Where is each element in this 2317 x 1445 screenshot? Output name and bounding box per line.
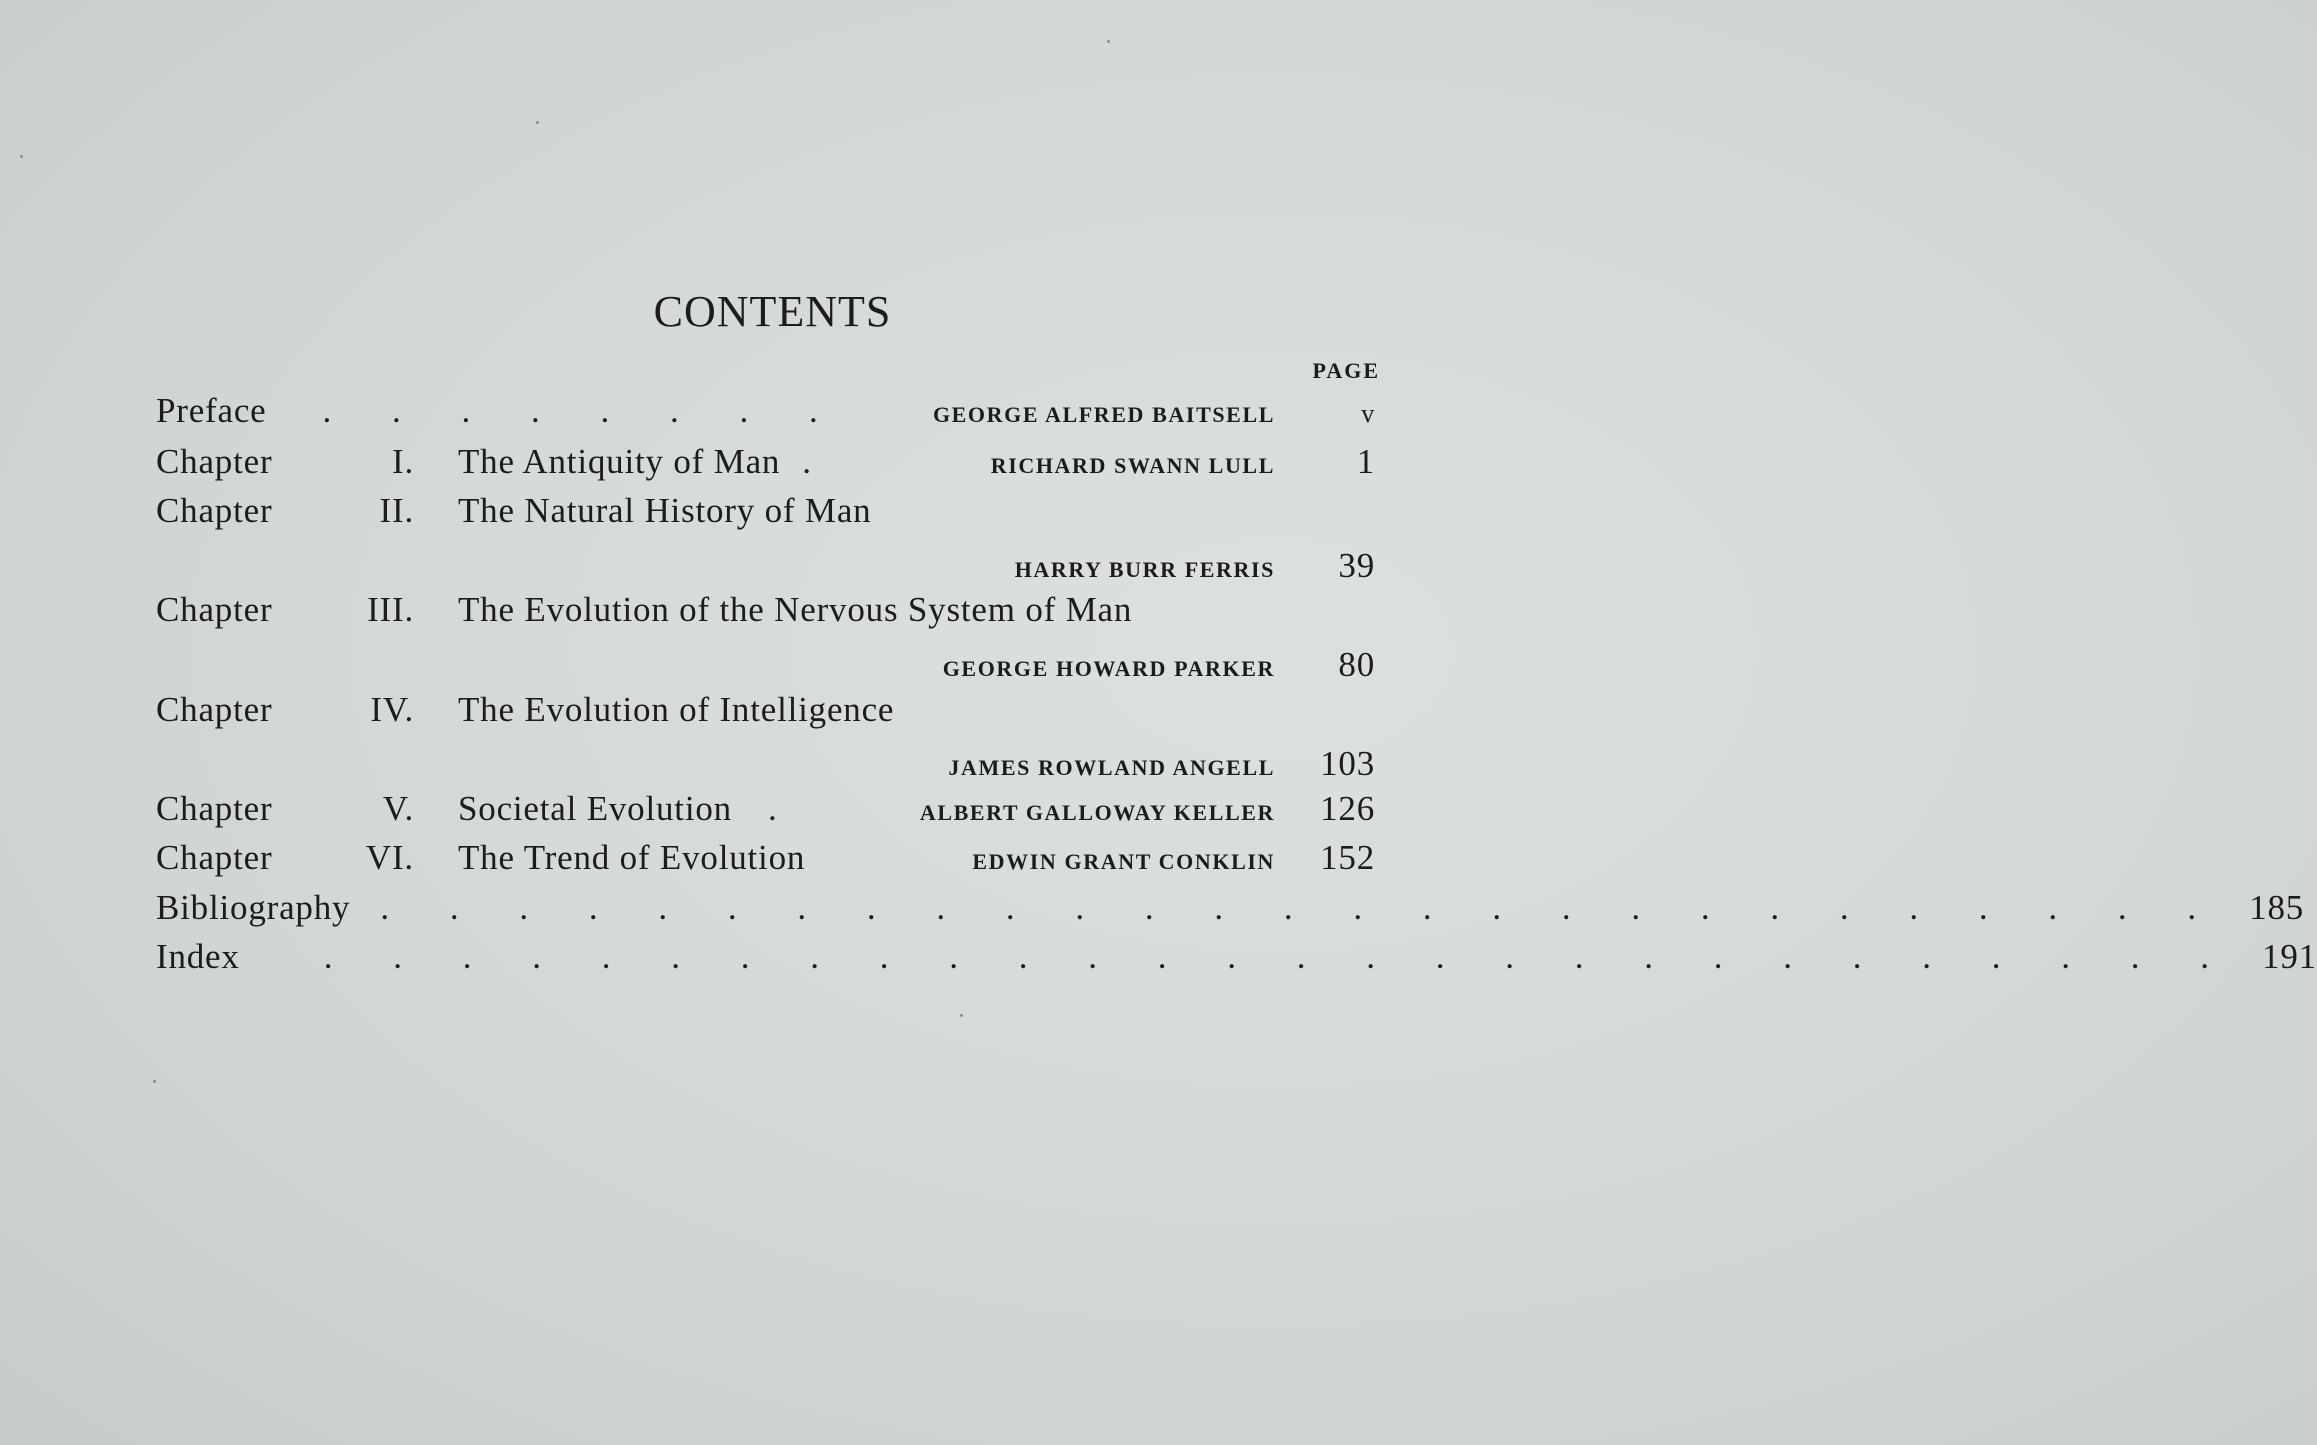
entry-label: Chapter (156, 590, 273, 629)
entry-label: Chapter (156, 491, 273, 530)
page-title: CONTENTS (653, 287, 892, 336)
entry-lead (156, 588, 418, 632)
entry-page-number: 185 (2249, 888, 2305, 927)
entry-author: EDWIN GRANT CONKLIN (972, 849, 1275, 874)
chapter-number: V. (382, 789, 414, 828)
entry-page-number: 126 (1320, 789, 1375, 828)
chapter-number: VI. (365, 838, 414, 877)
toc-entry-preface (156, 389, 1375, 433)
toc-entry-chapter-2 (156, 489, 1375, 533)
toc-entry-chapter-4-author-line (156, 742, 1375, 786)
entry-author: JAMES ROWLAND ANGELL (948, 755, 1275, 780)
entry-author: HARRY BURR FERRIS (1014, 557, 1275, 582)
entry-page-number: v (1361, 399, 1375, 428)
chapter-title: The Antiquity of Man (458, 442, 781, 481)
entry-lead (156, 836, 418, 880)
entry-page-number: 1 (1356, 442, 1375, 481)
chapter-number: III. (367, 590, 414, 629)
chapter-number: I. (391, 442, 414, 481)
entry-page-number: 191 (2262, 937, 2317, 976)
paper-speck (153, 1080, 156, 1083)
entry-label: Chapter (156, 690, 273, 729)
entry-author: GEORGE HOWARD PARKER (942, 656, 1275, 681)
chapter-number: II. (379, 491, 414, 530)
leader-dots: . (802, 442, 811, 481)
toc-entry-chapter-2-author-line (156, 544, 1375, 588)
paper-speck (536, 121, 539, 124)
entry-lead (156, 440, 418, 484)
entry-page-number: 152 (1320, 838, 1375, 877)
chapter-title: The Evolution of the Nervous System of Man (458, 590, 1133, 629)
entry-label: Chapter (156, 442, 273, 481)
toc-entry-chapter-6 (156, 836, 1375, 880)
entry-label: Chapter (156, 789, 273, 828)
paper-speck (1107, 40, 1110, 43)
toc-entry-index (156, 935, 2317, 979)
toc-entry-chapter-5 (156, 787, 1375, 831)
leader-dots: . (767, 789, 777, 828)
entry-author: RICHARD SWANN LULL (990, 453, 1275, 478)
entry-page-number: 80 (1338, 645, 1375, 684)
entry-lead (156, 489, 418, 533)
toc-entry-bibliography (156, 886, 2305, 930)
paper-speck (20, 155, 23, 158)
page-column-label: PAGE (1312, 358, 1380, 383)
paper-speck (960, 1014, 963, 1017)
leader-dots: . . . . . . . . . . . . . . . . . . . . . . . . . . . . (323, 937, 2235, 976)
leader-dots: . . . . . . . . (322, 391, 844, 430)
toc-entry-chapter-3-author-line (156, 643, 1375, 687)
entry-lead (156, 787, 418, 831)
entry-author: GEORGE ALFRED BAITSELL (932, 402, 1275, 427)
entry-page-number: 39 (1338, 546, 1375, 585)
entry-label: Index (156, 937, 240, 976)
leader-dots: . . . . . . . . . . . . . . . . . . . . . . . . . . . (380, 888, 2223, 927)
entry-label: Bibliography (156, 888, 351, 927)
chapter-title: Societal Evolution (458, 789, 732, 828)
toc-entry-chapter-1 (156, 440, 1375, 484)
chapter-title: The Natural History of Man (458, 491, 872, 530)
chapter-title: The Evolution of Intelligence (458, 690, 895, 729)
entry-page-number: 103 (1320, 744, 1375, 783)
toc-entry-chapter-3 (156, 588, 1375, 632)
entry-lead (156, 688, 418, 732)
toc-entry-chapter-4 (156, 688, 1375, 732)
chapter-number: IV. (370, 690, 414, 729)
entry-label: Chapter (156, 838, 273, 877)
entry-author: ALBERT GALLOWAY KELLER (919, 800, 1275, 825)
chapter-title: The Trend of Evolution (458, 838, 806, 877)
entry-label: Preface (156, 391, 267, 430)
